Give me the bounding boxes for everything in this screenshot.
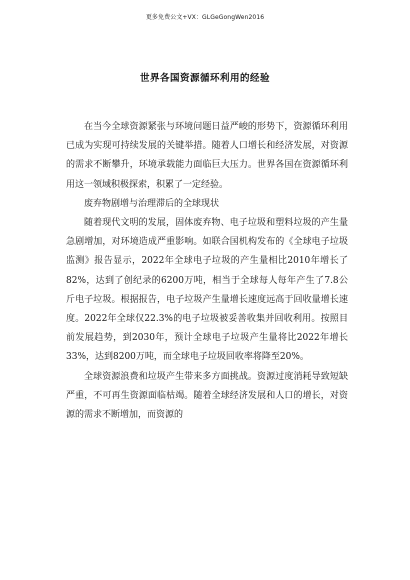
document-body [66, 118, 348, 425]
promo-banner: 更多免费公文+VX：GLGeGongWen2016 [145, 14, 265, 21]
paragraph-intro: 在当今全球资源紧张与环境问题日益严峻的形势下，资源循环利用已成为实现可持续发展的关键举措。随着人口增长和经济发展，对资源的需求不断攀升，环境承载能力面临巨大压力。世界各国在资源循环利用这一领域积极探索，积累了一定经验。 [66, 122, 348, 190]
paragraph-ewaste: 随着现代文明的发展，固体废弃物、电子垃圾和塑料垃圾的产生量急剧增加，对环境造成严重影响。如联合国机构发布的《全球电子垃圾监测》报告显示，2022年全球电子垃圾的产生量相比2010年增长了82%，达到了创纪录的6200万吨，相当于全球每人每年产生了7.8公斤电子垃圾。根据报告，电子垃圾产生量增长速度远高于回收量增长速度。2022年全球仅22.3%的电子垃圾被妥善收集并回收利用。按照目前发展趋势，到2030年，预计全球电子垃圾产生量将比2022年增长33%，达到8200万吨，而全球电子垃圾回收率将降至20%。 [66, 218, 348, 363]
paragraph-challenges: 全球资源浪费和垃圾产生带来多方面挑战。资源过度消耗导致短缺严重，不可再生资源面临枯竭。随着全球经济发展和人口的增长，对资源的需求不断增加，而资源的 [66, 371, 348, 421]
document-title: 世界各国资源循环利用的经验 [139, 73, 270, 84]
section-heading: 废弃物剧增与治理滞后的全球现状 [84, 198, 220, 209]
